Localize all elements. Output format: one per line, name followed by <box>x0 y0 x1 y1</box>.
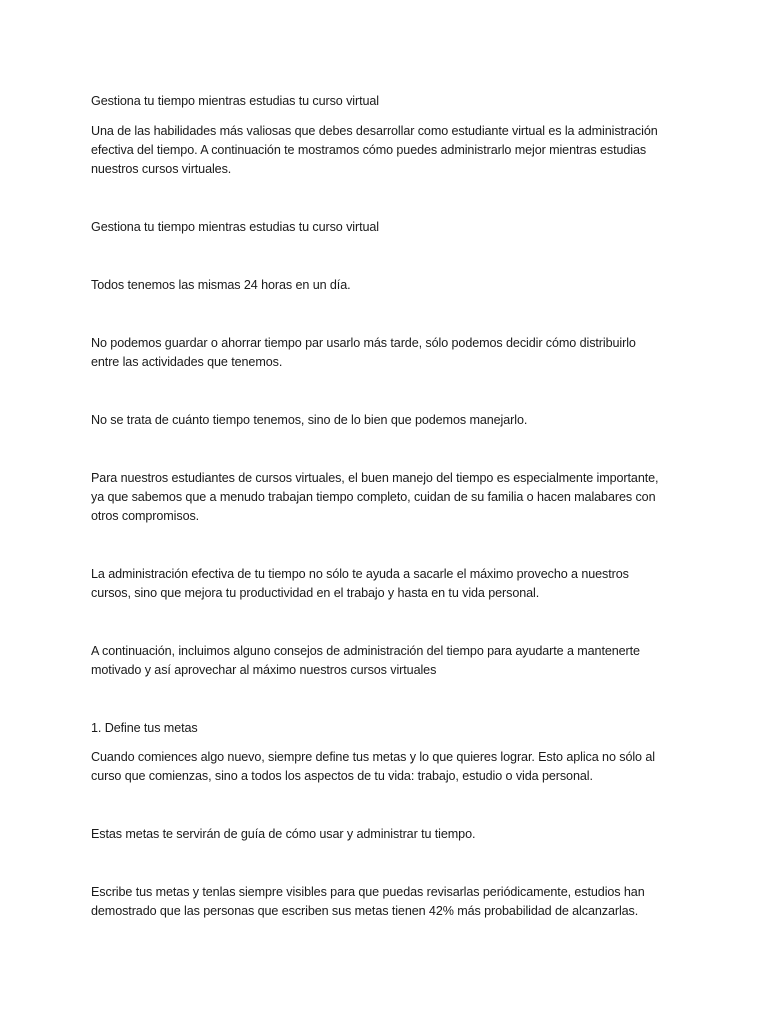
paragraph-hours: Todos tenemos las mismas 24 horas en un día. <box>91 278 351 292</box>
paragraph-goals-line-2: curso que comienzas, sino a todos los aspectos de tu vida: trabajo, estudio o vida personal. <box>91 769 593 783</box>
intro-line-1: Una de las habilidades más valiosas que debes desarrollar como estudiante virtual es la administración <box>91 124 658 138</box>
paragraph-admin-line-2: cursos, sino que mejora tu productividad en el trabajo y hasta en tu vida personal. <box>91 586 540 600</box>
document-title: Gestiona tu tiempo mientras estudias tu curso virtual <box>91 94 379 108</box>
paragraph-tips-line-2: motivado y así aprovechar al máximo nuestros cursos virtuales <box>91 663 437 677</box>
paragraph-tips-line-1: A continuación, incluimos alguno consejos de administración del tiempo para ayudarte a mantenerte <box>91 644 640 658</box>
paragraph-write-line-1: Escribe tus metas y tenlas siempre visibles para que puedas revisarlas periódicamente, estudios han <box>91 885 645 899</box>
paragraph-manage: No se trata de cuánto tiempo tenemos, sino de lo bien que podemos manejarlo. <box>91 413 528 427</box>
paragraph-save-line-1: No podemos guardar o ahorrar tiempo par usarlo más tarde, sólo podemos decidir cómo distribuirlo <box>91 336 636 350</box>
section-title-define-goals: 1. Define tus metas <box>91 721 198 735</box>
paragraph-write-line-2: demostrado que las personas que escriben sus metas tienen 42% más probabilidad de alcanzarlas. <box>91 904 639 918</box>
intro-line-2: efectiva del tiempo. A continuación te mostramos cómo puedes administrarlo mejor mientras estudias <box>91 143 647 157</box>
section-heading: Gestiona tu tiempo mientras estudias tu curso virtual <box>91 220 379 234</box>
paragraph-students-line-1: Para nuestros estudiantes de cursos virtuales, el buen manejo del tiempo es especialmente importante, <box>91 471 659 485</box>
intro-line-3: nuestros cursos virtuales. <box>91 162 232 176</box>
paragraph-students-line-2: ya que sabemos que a menudo trabajan tiempo completo, cuidan de su familia o hacen malabares con <box>91 490 656 504</box>
paragraph-guide: Estas metas te servirán de guía de cómo usar y administrar tu tiempo. <box>91 827 476 841</box>
paragraph-save-line-2: entre las actividades que tenemos. <box>91 355 283 369</box>
paragraph-students-line-3: otros compromisos. <box>91 509 200 523</box>
paragraph-admin-line-1: La administración efectiva de tu tiempo no sólo te ayuda a sacarle el máximo provecho a nuestros <box>91 567 629 581</box>
paragraph-goals-line-1: Cuando comiences algo nuevo, siempre define tus metas y lo que quieres lograr. Esto aplica no sólo al <box>91 750 655 764</box>
